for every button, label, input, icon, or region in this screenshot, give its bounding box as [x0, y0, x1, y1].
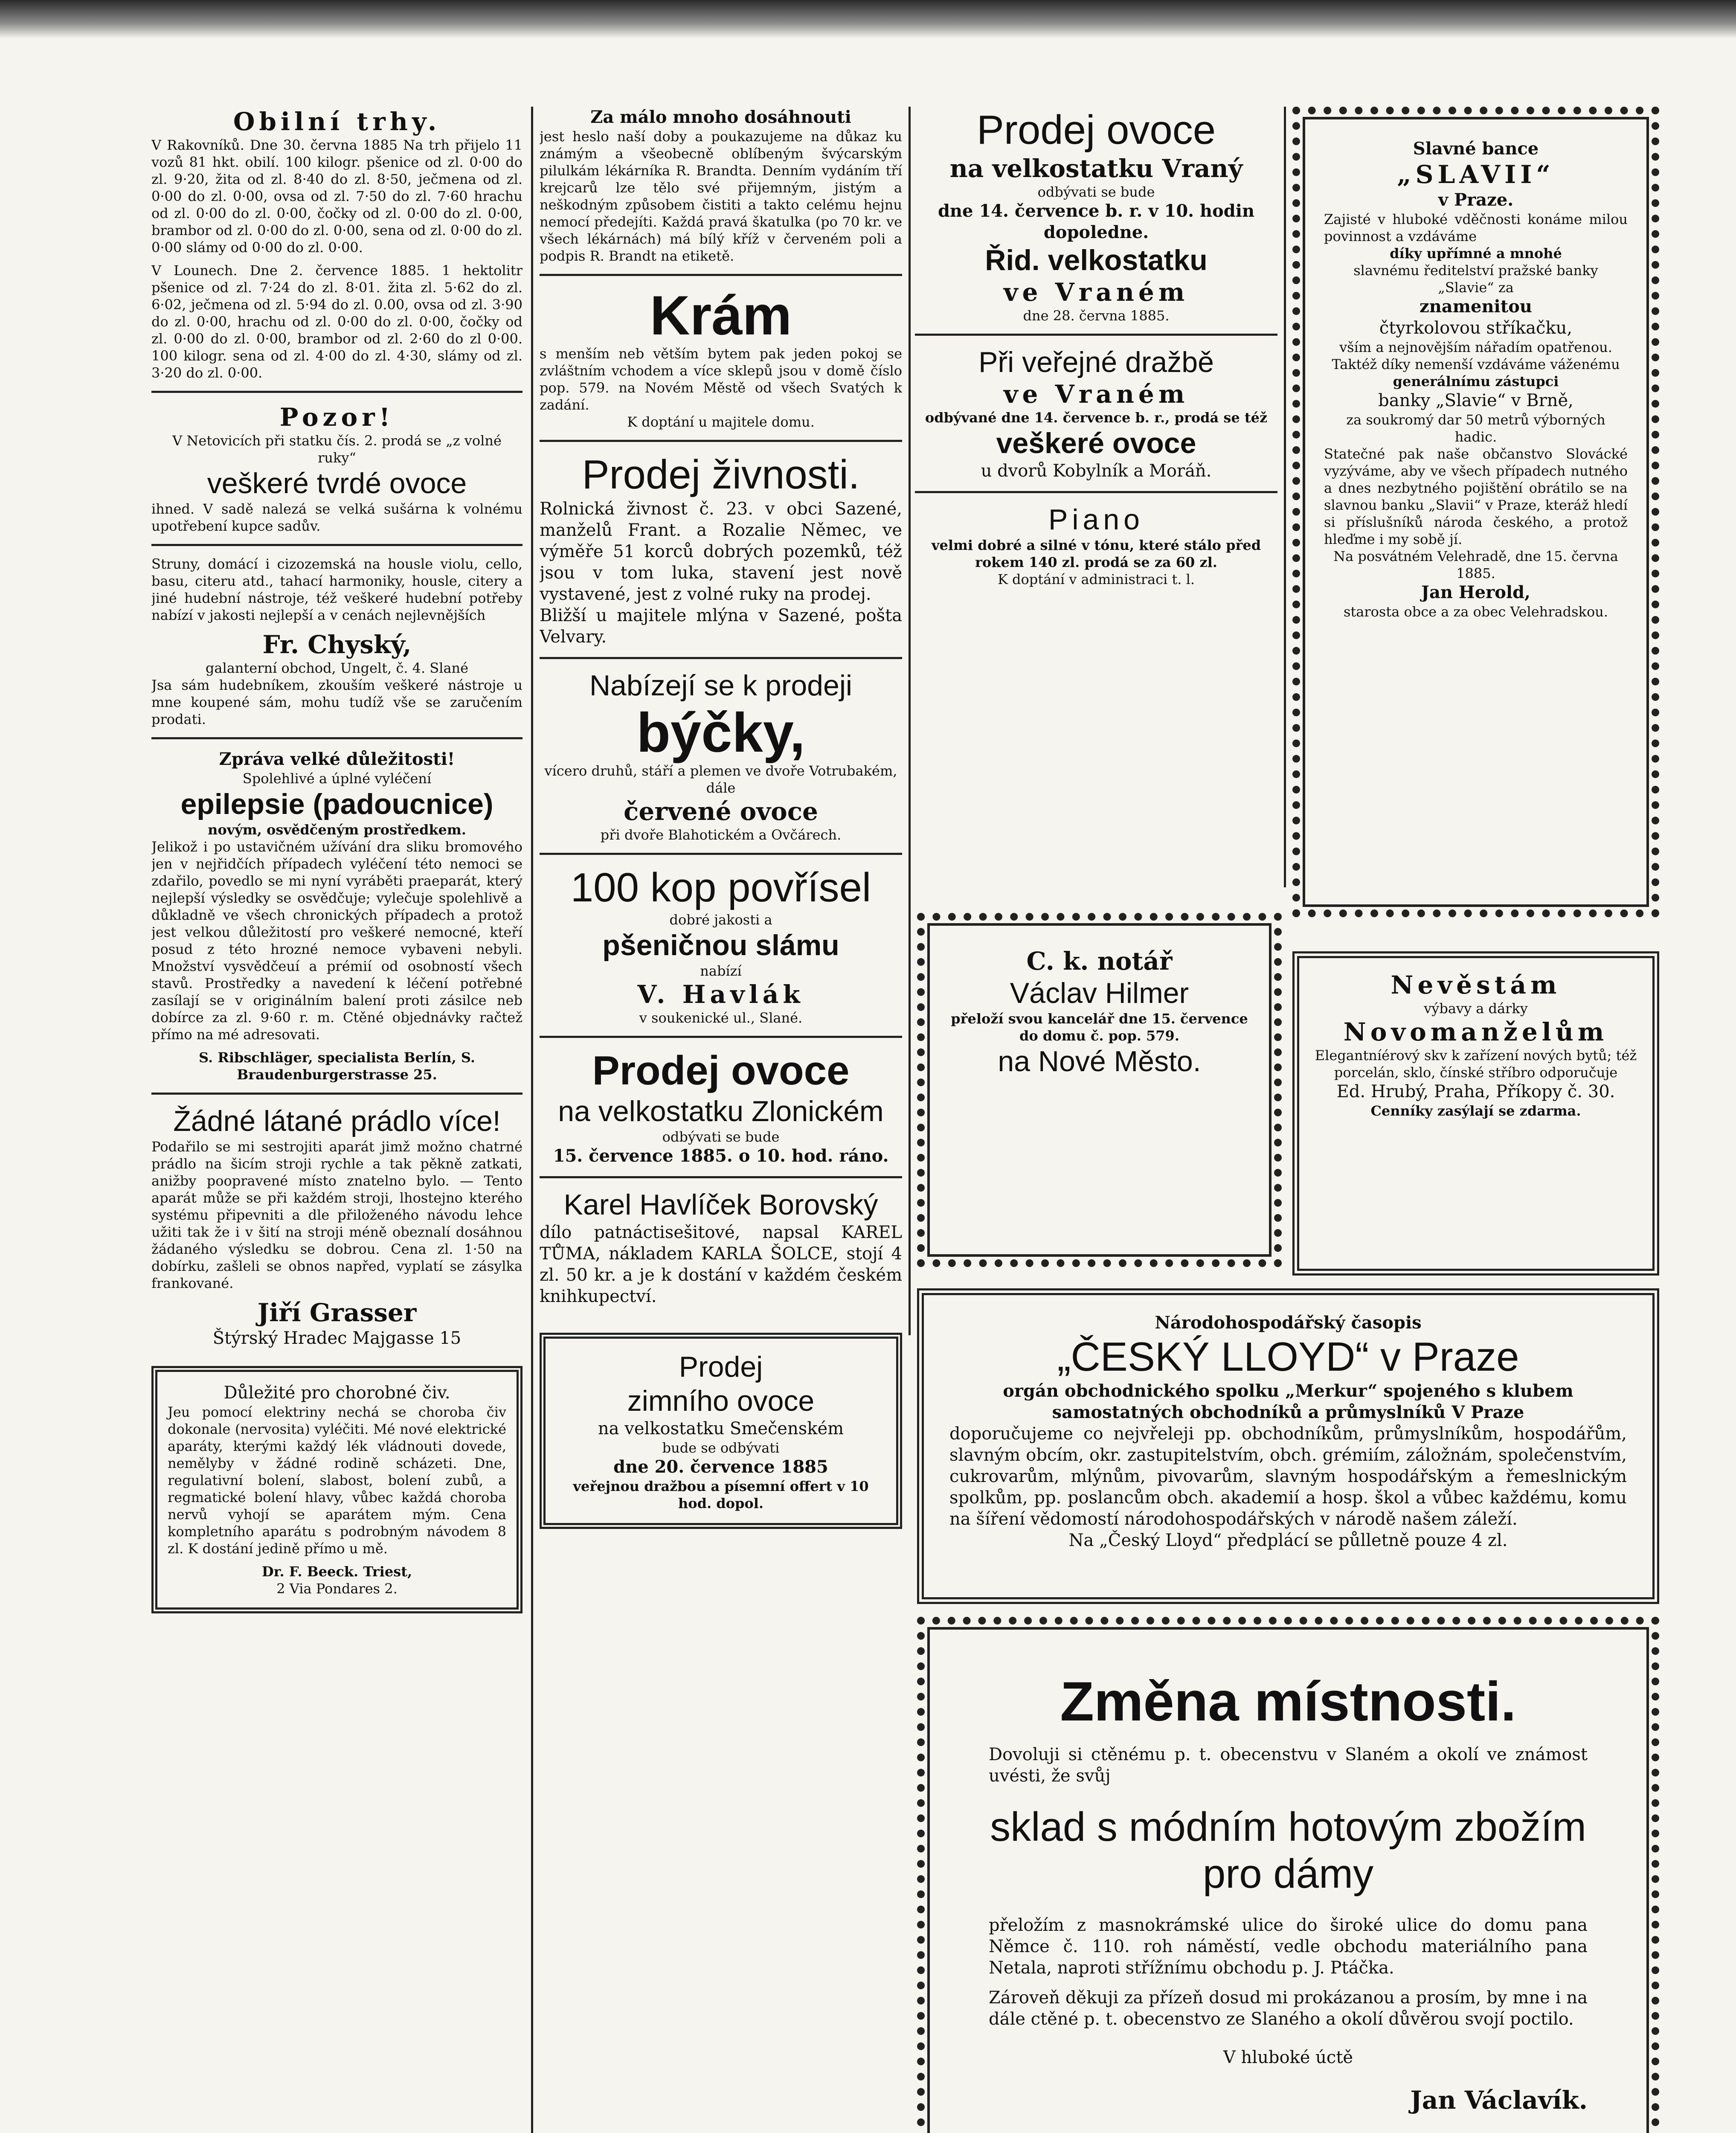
bycky-intro: Nabízejí se k prodeji [589, 669, 853, 702]
zimni-sub: na velkostatku Smečenském [598, 1419, 844, 1438]
slavia-big2: banky „Slavie“ v Brně, [1378, 391, 1573, 410]
zlonice-date: 15. července 1885. o 10. hod. ráno. [553, 1146, 889, 1166]
drazbe-big: veškeré ovoce [996, 427, 1196, 459]
zimni-big: zimního ovoce [627, 1385, 815, 1417]
pradlo-text: Podařilo se mi sestrojiti aparát jimž možno chatrné prádlo na šicím stroji rychle a tak pěkně zatkati, anižby poopravené místo znatelno bylo. — Tento aparát může se při každém stroji, lhostejno kterého systému připevniti a dle přiloženého návodu lehce užiti tak že i v šití na stroji méně obeznalí dosáhnou žádaného výsledku se dobrou. Cena zl. 1·50 na dobírku, zašleli se obnos napřed, vyplatí se zásylka frankované. [151, 1139, 523, 1291]
lloyd-price: Na „Český Lloyd“ předplácí se půlletně pouze 4 zl. [1068, 1531, 1508, 1550]
kram-contact: K doptání u majitele domu. [627, 414, 815, 430]
kop-heading: 100 kop povřísel [570, 865, 871, 910]
epilepsie: epilepsie (padoucnice) [180, 788, 494, 820]
drazbe-text: odbývané dne 14. července b. r., prodá se též [925, 410, 1268, 426]
zlonice-sub: na velkostatku Zlonickém [558, 1095, 884, 1128]
kop-sub: dobré jakosti a [669, 912, 772, 928]
lloyd-box [917, 1288, 1659, 1604]
notar-place: na Nové Město. [998, 1045, 1201, 1078]
vrany-rid: Řid. velkostatku [985, 244, 1208, 276]
nevestam-text: Elegantníérový skv k zařízení nových bytů; též porcelán, sklo, čínské stříbro odporučuje [1315, 1047, 1637, 1081]
zimni-heading: Prodej [679, 1351, 763, 1383]
piano-contact: K doptání v administraci t. l. [997, 571, 1195, 587]
havlak-address: v soukenické ul., Slané. [639, 1010, 803, 1026]
kop-nabizi: nabízí [700, 963, 742, 979]
divider [915, 491, 1277, 493]
zmena-heading: Změna místnosti. [1060, 1670, 1516, 1732]
pozor-heading: Pozor! [279, 403, 395, 432]
slavia-big: čtyrkolovou stříkačku, [1379, 318, 1573, 338]
vrany-heading: Prodej ovoce [976, 107, 1216, 153]
havlicek-heading: Karel Havlíček Borovský [563, 1189, 878, 1221]
bycky-text: vícero druhů, stáří a plemen ve dvoře Votrubakém, dále [544, 763, 897, 796]
divider [151, 1093, 523, 1095]
zprava-sub: Spolehlivé a úplné vyléčení [242, 770, 432, 787]
pradlo-heading: Žádné látané prádlo více! [173, 1105, 501, 1137]
column-1 [151, 107, 523, 2133]
havlicek-text: dílo patnáctisešitové, napsal KAREL TŮMA, nákladem KARLA ŠOLCE, stojí 4 zl. 50 kr. a je k dostání v každém českém knihkupectví. [540, 1223, 902, 1306]
chysky-address: galanterní obchod, Ungelt, č. 4. Slané [205, 660, 469, 676]
scan-top-edge [0, 0, 1736, 38]
divider [151, 391, 523, 393]
column-3 [915, 107, 1277, 939]
hruby-address: Ed. Hrubý, Praha, Příkopy č. 30. [1336, 1082, 1615, 1101]
zmena-text3: Zároveň děkuji za přízeň dosud mi prokázanou a prosím, by mne i na dále ctěné p. t. obecenstvo ze Slaného a okolí důvěrou svojí poctilo. [989, 1988, 1588, 2029]
lloyd-heading: Národohospodářský časopis [1155, 1313, 1422, 1333]
chysky-name: Fr. Chyský, [262, 630, 412, 659]
pozor-text2: ihned. V sadě nalezá se velká sušárna k volnému upotřebení kupce sadův. [151, 501, 523, 534]
rakovnik-prices: V Rakovníků. Dne 30. června 1885 Na trh přijelo 11 vozů 81 hkt. obilí. 100 kilogr. pšenice od zl. 0·00 do zl. 9·20, žita od zl. 8·40 do zl. 8·50, ječmena od zl. 0·00 do zl. 0·00, ovsa od zl. 7·50 do zl. 7·60 hrachu od zl. 0·00 do zl. 0·00, čočky od zl. 0·00 do zl. 0·00, brambor od zl. 0·00 do zl. 0·00, sena od zl. 0·00 do zl. 0·00 slámy od 0·00 do zl. 0·00. [151, 137, 523, 256]
slavia-text5: vším a nejnovějším nářadím opatřenou. Taktéž díky nemenší vzdáváme váženému [1332, 339, 1620, 372]
civ-heading: Důležité pro chorobné čiv. [224, 1383, 450, 1403]
struny-text: Struny, domácí i cizozemská na housle violu, cello, basu, citeru atd., tahací harmoniky, housle, citery a jiné hudební nástroje, též veškeré hudební potřeby nabízí v jakosti nejlepší a v cenách nejlevnějších [151, 556, 523, 623]
malo-heading: Za málo mnoho dosáhnouti [590, 107, 851, 127]
grasser-name: Jiří Grasser [257, 1298, 417, 1327]
divider [915, 334, 1277, 336]
divider [540, 657, 902, 659]
slavia-text8: Statečné pak naše občanstvo Slovácké vyzýváme, aby ve všech případech nutného a dnes nezbytného pojištění obrátilo se na slavnou banku „Slavii“ v Praze, kteráž hledí si příslušníků národa českého, a protož hleďme i my sobě jí. [1324, 446, 1628, 547]
piano-heading: Piano [1048, 503, 1144, 536]
kram-heading: Krám [650, 284, 792, 346]
lloyd-text: doporučujeme co nejvřeleji pp. obchodníkům, průmyslníkům, hospodářům, slavným obcím, okr. zastupitelstvím, obch. grémiím, záložnám, společenstvím, cukrovarům, mlýnům, pivovarům, slavným hospodářským a řemeslnickým spolkům, pp. poslancům obch. akademií a hosp. škol a vůbec každému, komu na šíření vědomostí národohospodářských v národě našem záleží. [949, 1424, 1627, 1529]
zprava-heading: Zpráva velké důležitosti! [219, 749, 455, 769]
pozor-text: V Netovicích při statku čís. 2. prodá se „z volné ruky“ [172, 433, 502, 466]
notar-title: C. k. notář [1026, 947, 1173, 976]
zlonice-text: odbývati se bude [662, 1129, 780, 1145]
divider [151, 544, 523, 546]
vrany-place: ve Vraném [1003, 278, 1189, 307]
novomanzelum-heading: Novomanželům [1343, 1017, 1608, 1046]
divider [540, 274, 902, 276]
zimni-date: dne 20. července 1885 [613, 1457, 828, 1477]
bycky-red: červené ovoce [624, 797, 818, 826]
nevestam-box [1292, 951, 1659, 1276]
vrany-text: odbývati se bude [1037, 184, 1155, 200]
slavia-box [1292, 107, 1659, 917]
zmena-big: sklad s módním hotovým zbožím pro dámy [990, 1804, 1586, 1897]
beeck-name: Dr. F. Beeck. Triest, [261, 1563, 412, 1580]
notar-text: přeloží svou kancelář dne 15. července do domu č. pop. 579. [951, 1011, 1248, 1044]
divider [540, 853, 902, 855]
slavia-intro: Slavné bance [1413, 139, 1539, 159]
column-2 [540, 107, 902, 2133]
bycky-heading: býčky, [636, 701, 805, 764]
slavia-text3: slavnému ředitelství pražské banky „Slavie“ za [1353, 262, 1598, 296]
drazbe-place: ve Vraném [1003, 380, 1189, 409]
zprava-text: Jelikož i po ustavičném užívání dra sliku bromového jen v nejřidčích případech vyléčení této nemoci se zdařilo, povedlo se mi nyní vyráběti praeparát, který nejlepší výsledky se osvědčuje; vylečuje spolehlivě a důkladně ve všech chronických případech a protož jest velkou důležitostí pro veškeré nemocné, kteří posud z této hrozné nemoce vybaveni nebyli. Množství vysvědčeuí a prémií od osobností všech stavů. Prostředky a navedení k léčení potřebné zasílají se v originálním balení proti zásilce neb dobírce za zl. 9·60 r. m. Ctěné objednávky račtež přímo na mé adresovati. [151, 839, 523, 1043]
zmena-text1: Dovoluji si ctěnému p. t. obecenstvu v Slaném a okolí ve známost uvésti, že svůj [989, 1745, 1588, 1786]
zmena-text2: přeložím z masnokrámské ulice do široké ulice do domu pana Němce č. 110. roh náměstí, vedle obchodu materiálního pana Netala, naproti střížnímu obchodu p. J. Ptáčka. [989, 1915, 1588, 1978]
ribschlager: S. Ribschläger, specialista Berlín, S. Braudenburgerstrasse 25. [199, 1049, 475, 1083]
zprava-sub2: novým, osvědčeným prostředkem. [208, 822, 466, 838]
malo-text: jest heslo naší doby a poukazujeme na důkaz ku známým a všeobecně oblíbeným švýcarským pilulkám lékárníka R. Brandta. Denním vydáním tří krejcarů lze tělo své přijemným, jistým a neškodným způsobem čistiti a takto celému hejnu nemocí předejíti. Každá pravá škatulka (po 70 kr. ve všech lékárnách) má bílý kříž v červeném poli a podpis R. Brandt na etiketě. [540, 128, 902, 264]
divider [540, 440, 902, 442]
kram-text: s menším neb větším bytem pak jeden pokoj se zvláštním vchodem a více sklepů jsou v domě číslo pop. 579. na Novém Městě od všech Svatých k zadání. [540, 346, 902, 413]
zivnost-text2: Bližší u majitele mlýna v Sazené, pošta Velvary. [540, 606, 902, 647]
divider [151, 737, 523, 739]
herold-title: starosta obce a za obec Velehradskou. [1344, 604, 1608, 620]
zmena-greeting: V hluboké úctě [1223, 2048, 1353, 2067]
obilni-heading: Obilní trhy. [233, 107, 441, 136]
beeck-address: 2 Via Pondares 2. [276, 1581, 398, 1597]
slavia-date: Na posvátném Velehradě, dne 15. června 1885. [1333, 548, 1618, 581]
nevestam-sub: výbavy a dárky [1424, 1000, 1528, 1017]
lloyd-name: „ČESKÝ LLOYD“ v Praze [1057, 1334, 1519, 1380]
slavia-text1: Zajisté v hluboké vděčnosti konáme milou povinnost a vzdáváme [1324, 211, 1628, 244]
drazbe-text2: u dvorů Kobylník a Moráň. [981, 461, 1212, 481]
slavia-text7: za soukromý dar 50 metrů výborných hadic. [1346, 412, 1605, 445]
notar-name: Václav Hilmer [1010, 977, 1189, 1009]
grasser-address: Štýrský Hradec Majgasse 15 [212, 1328, 462, 1348]
column-rule [1284, 107, 1286, 887]
column-rule [909, 107, 911, 1335]
louny-prices: V Lounech. Dne 2. července 1885. 1 hektolitr pšenice od zl. 7·24 do zl. 8·01. žita zl. 5·62 do zl. 6·02, ječmena od zl. 5·94 do zl. 0.00, ovsa od zl. 3·90 do zl. 0·00, hrachu od zl. 0·00 do zl. 0·00, čočky od zl. 0·00 do zl. 0·00, brambor od zl. 2·60 do zl 0·00. 100 kilogr. sena od zl. 4·00 do zl. 4·30, slámy od zl. 3·20 do zl. 0·00. [151, 262, 523, 381]
notar-box [917, 913, 1282, 1267]
kop-big: pšeničnou slámu [602, 929, 839, 962]
bycky-text2: při dvoře Blahotickém a Ovčárech. [600, 827, 842, 843]
slavia-text4: znamenitou [1419, 296, 1532, 317]
vrany-date: dne 14. července b. r. v 10. hodin dopoledne. [938, 201, 1255, 242]
slavia-text6: generálnímu zástupci [1393, 373, 1559, 389]
civ-text: Jeu pomocí elektriny nechá se choroba čiv dokonale (nervosita) vyléčiti. Mé nové elektrické aparáty, kterými každý lék vládnouti dovede, nemělyby v žádné rodině scházeti. Dne, regulativní bolení, slabost, bolení zubů, a regmatické bolení hlavy, vůbec každá choroba nervů vyhojí se aparátem mým. Cena kompletního aparátu s podrobným návodem 8 zl. K dostání jedině přímo u mě. [168, 1404, 506, 1557]
nevestam-heading: Nevěstám [1391, 971, 1561, 1000]
cenniky: Cenníky zasýlají se zdarma. [1370, 1103, 1581, 1119]
divider [540, 1176, 902, 1178]
chysky-text: Jsa sám hudebníkem, zkouším veškeré nástroje u mne koupené sám, mohu tudíž vše se zaručením prodati. [151, 677, 523, 727]
zlonice-heading: Prodej ovoce [592, 1048, 850, 1093]
vrany-sub: na velkostatku Vraný [949, 154, 1243, 183]
zimni-text: bude se odbývati [662, 1440, 780, 1456]
zivnost-text: Rolnická živnost č. 23. v obci Sazené, manželů Frant. a Rozalie Němec, ve výměře 51 korců dobrých pozemků, též jsou v tom luka, stavení jest nově vystavené, jest z volné ruky na prodej. [540, 499, 902, 604]
slavia-text2: díky upřímné a mnohé [1390, 245, 1562, 262]
slavia-name: „SLAVII“ [1397, 160, 1555, 189]
drazbe-heading: Při veřejné dražbě [978, 346, 1214, 378]
divider [540, 1036, 902, 1038]
zimni-box [540, 1333, 902, 1529]
lloyd-sub: orgán obchodnického spolku „Merkur“ spojeného s klubem samostatných obchodníků a průmyslníků V Praze [1003, 1381, 1573, 1422]
civ-box [151, 1366, 523, 1613]
zmena-signature: Jan Václavík. [1410, 2086, 1588, 2115]
piano-text: velmi dobré a silné v tónu, které stálo před rokem 140 zl. prodá se za 60 zl. [931, 537, 1261, 570]
vrany-sign-date: dne 28. června 1885. [1023, 308, 1170, 324]
zimni-text2: veřejnou dražbou a písemní offert v 10 hod. dopol. [573, 1478, 869, 1511]
zmena-box [917, 1617, 1659, 2133]
slavia-city: v Praze. [1438, 190, 1514, 210]
havlak-name: V. Havlák [637, 980, 804, 1009]
herold-name: Jan Herold, [1421, 582, 1530, 602]
column-rule [531, 107, 533, 2133]
pozor-big: veškeré tvrdé ovoce [207, 467, 467, 500]
zivnost-heading: Prodej živnosti. [582, 452, 860, 497]
